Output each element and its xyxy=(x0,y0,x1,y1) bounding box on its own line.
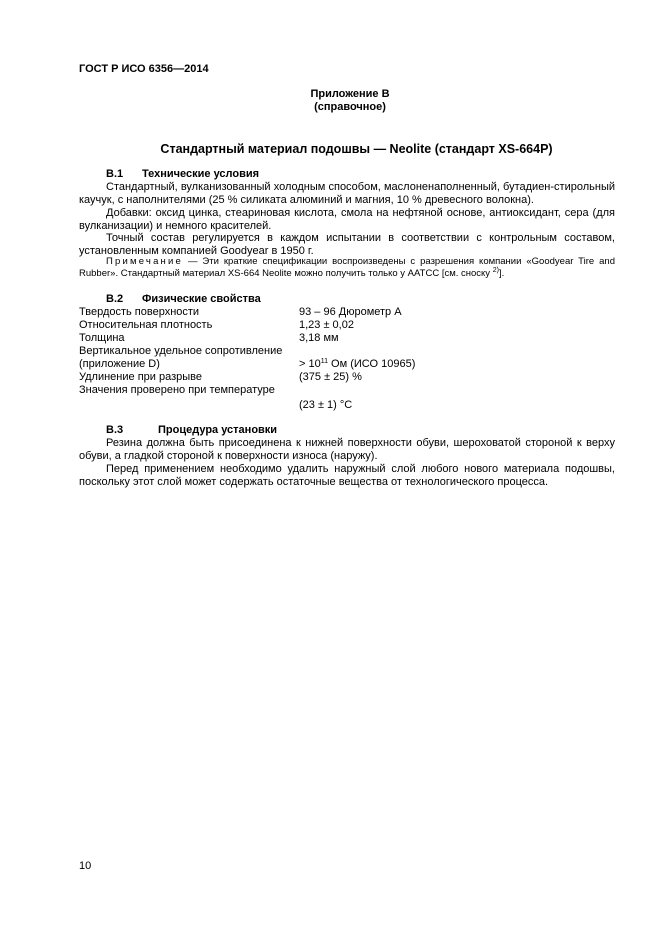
exponent: 11 xyxy=(320,358,328,365)
property-value: (23 ± 1) °C xyxy=(299,399,353,411)
paragraph xyxy=(79,207,615,233)
section-heading-b3 xyxy=(106,424,277,436)
section-title: Технические условия xyxy=(142,168,260,180)
paragraph-text: Точный состав регулируется в каждом испытании в соответствии с контрольным составом, установленным компанией Goodyear в 1950 г. xyxy=(79,232,615,257)
paragraph xyxy=(79,181,615,207)
note-text: — Эти краткие спецификации воспроизведены с разрешения компании «Goodyear Tire and Rubber». Стандартный материал XS-664 Neolite можно получить только у AATCC [см. сноску xyxy=(79,256,615,279)
note-end: ]. xyxy=(498,268,505,279)
section-number: В.1 xyxy=(106,168,124,180)
property-name: Значения проверено при температуре xyxy=(79,384,275,396)
property-value: 1,23 ± 0,02 xyxy=(299,319,354,331)
property-value: 3,18 мм xyxy=(299,332,339,344)
section-number: В.2 xyxy=(106,293,124,305)
document-id: ГОСТ Р ИСО 6356—2014 xyxy=(79,63,209,75)
property-name: Вертикальное удельное сопротивление xyxy=(79,345,283,357)
paragraph xyxy=(79,437,615,463)
property-name: Относительная плотность xyxy=(79,319,213,331)
note-label: Примечание xyxy=(106,256,183,267)
paragraph xyxy=(79,232,615,258)
paragraph-text: Добавки: оксид цинка, стеариновая кислота, смола на нефтяной основе, антиоксидант, сера (для вулканизации) и немного красителей. xyxy=(79,207,615,232)
section-title: Процедура установки xyxy=(158,424,278,436)
property-value: (375 ± 25) % xyxy=(299,371,362,383)
property-value: 93 – 96 Дюрометр А xyxy=(299,306,402,318)
property-value: > $10^{11}$ Ом (ИСО 10965) xyxy=(299,358,416,370)
property-name: Толщина xyxy=(79,332,125,344)
section-heading-b1 xyxy=(106,168,259,180)
section-heading-b2 xyxy=(106,293,261,305)
section-number: В.3 xyxy=(106,424,124,436)
paragraph-text: Перед применением необходимо удалить наружный слой любого нового материала подошвы, поскольку этот слой может содержать остаточные вещества от технологического процесса. xyxy=(79,463,615,488)
page-title: Стандартный материал подошвы — Neolite (стандарт XS-664P) xyxy=(160,142,553,156)
note xyxy=(79,256,615,280)
annex-title: Приложение В xyxy=(310,88,390,100)
annex-subtitle: (справочное) xyxy=(314,101,386,113)
page-number: 10 xyxy=(79,860,92,872)
property-name: Твердость поверхности xyxy=(79,306,200,318)
paragraph xyxy=(79,463,615,489)
property-name: (приложение D) xyxy=(79,358,160,370)
paragraph-text: Стандартный, вулканизованный холодным способом, маслоненаполненный, бутадиен-стирольный каучук, с наполнителями (25 % силиката алюминий и магния, 10 % древесного волокна). xyxy=(79,181,615,206)
property-name: Удлинение при разрыве xyxy=(79,371,202,383)
section-title: Физические свойства xyxy=(142,293,261,305)
footnote-ref: 2) xyxy=(492,267,499,274)
paragraph-text: Резина должна быть присоединена к нижней поверхности обуви, шероховатой стороной к верху обуви, а гладкой стороной к поверхности износа (наружу). xyxy=(79,437,615,462)
